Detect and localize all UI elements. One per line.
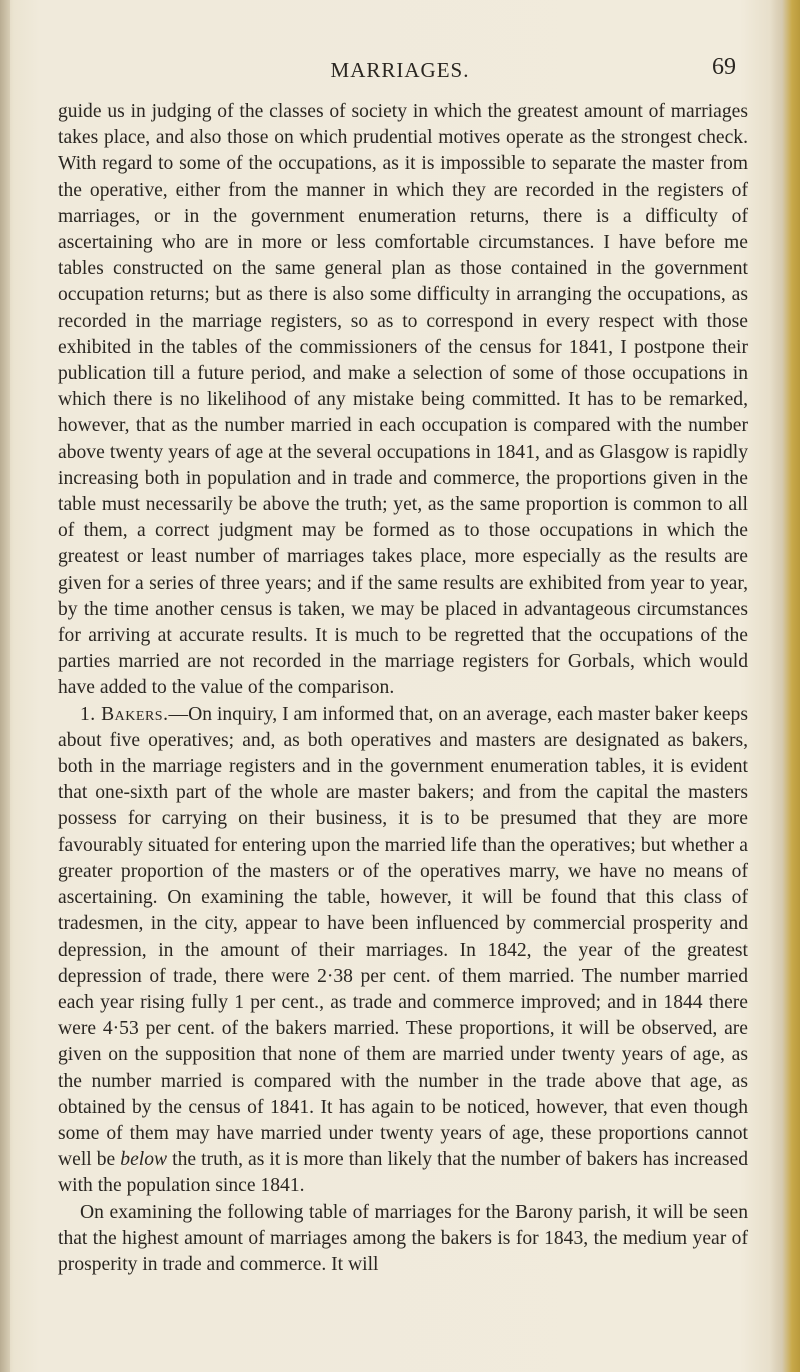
page-number: 69 <box>712 54 736 80</box>
paragraph-bakers-text: —On inquiry, I am informed that, on an average, each master baker keeps about five operatives; and, as both operatives and masters are designated as bakers, both in the marriage registers and in the government enumeration tables, it is evident that one-sixth part of the whole are master bakers; and from the capital the masters possess for carrying on their business, it is to be presumed that they are more favourably situated for entering upon the married life than the operatives; but whether a greater proportion of the masters or of the operatives marry, we have no means of ascertaining. On examining the table, however, it will be found that this class of tradesmen, in the city, appear to have been influenced by commercial prosperity and depression, in the amount of their marriages. In 1842, the year of the greatest depression of trade, there were 2·38 per cent. of them married. The number married each year rising fully 1 per cent., as trade and commerce improved; and in 1844 there were 4·53 per cent. of the bakers married. These proportions, it will be observed, are given on the supposition that none of them are married under twenty years of age, as the number married is compared with the number in the trade above that age, as obtained by the census of 1841. It has again to be noticed, however, that even though some of them may have married under twenty years of age, these proportions cannot well be <box>58 703 748 1171</box>
paragraph-1: guide us in judging of the classes of society in which the greatest amount of marriages takes place, and also those on which prudential motives operate as the strongest check. With regard to some of the occupations, as it is impossible to separate the master from the operative, either from the manner in which they are recorded in the registers of marriages, or in the government enumeration returns, there is a difficulty of ascertaining who are in more or less comfortable circumstances. I have before me tables constructed on the same general plan as those contained in the government occupation returns; but as there is also some difficulty in arranging the occupations, as recorded in the marriage registers, so as to correspond in every respect with those exhibited in the tables of the commissioners of the census for 1841, I postpone their publication till a future period, and make a selection of some of those occupations in which there is no likelihood of any mistake being committed. It has to be remarked, however, that as the number married in each occupation is compared with the number above twenty years of age at the several occupations in 1841, and as Glasgow is rapidly increasing both in population and in trade and commerce, the proportions given in the table must necessarily be above the truth; yet, as the same proportion is common to all of them, a correct judgment may be formed as to those occupations in which the greatest or least number of marriages takes place, more especially as the results are given for a series of three years; and if the same results are exhibited from year to year, by the time another census is taken, we may be placed in advantageous circumstances for arriving at accurate results. It is much to be regretted that the occupations of the parties married are not recorded in the marriage registers for Gorbals, which would have added to the value of the comparison. <box>58 101 748 699</box>
paragraph-bakers <box>58 702 748 1200</box>
page-edge-right <box>770 0 800 1372</box>
page-header <box>60 54 740 84</box>
section-heading-bakers: 1. Bakers. <box>80 703 169 725</box>
body-text <box>58 99 748 1278</box>
paragraph-barony: On examining the following table of marriages for the Barony parish, it will be seen that the highest amount of marriages among the bakers is for 1843, the medium year of prosperity in trade and commerce. It will <box>58 1201 748 1275</box>
paragraph-bakers-tail: the truth, as it is more than likely that the number of bakers has increased with the population since 1841. <box>58 1149 749 1197</box>
running-head: MARRIAGES. <box>330 58 470 82</box>
emphasis-below: below <box>120 1149 168 1171</box>
page-gutter-left <box>0 0 10 1372</box>
